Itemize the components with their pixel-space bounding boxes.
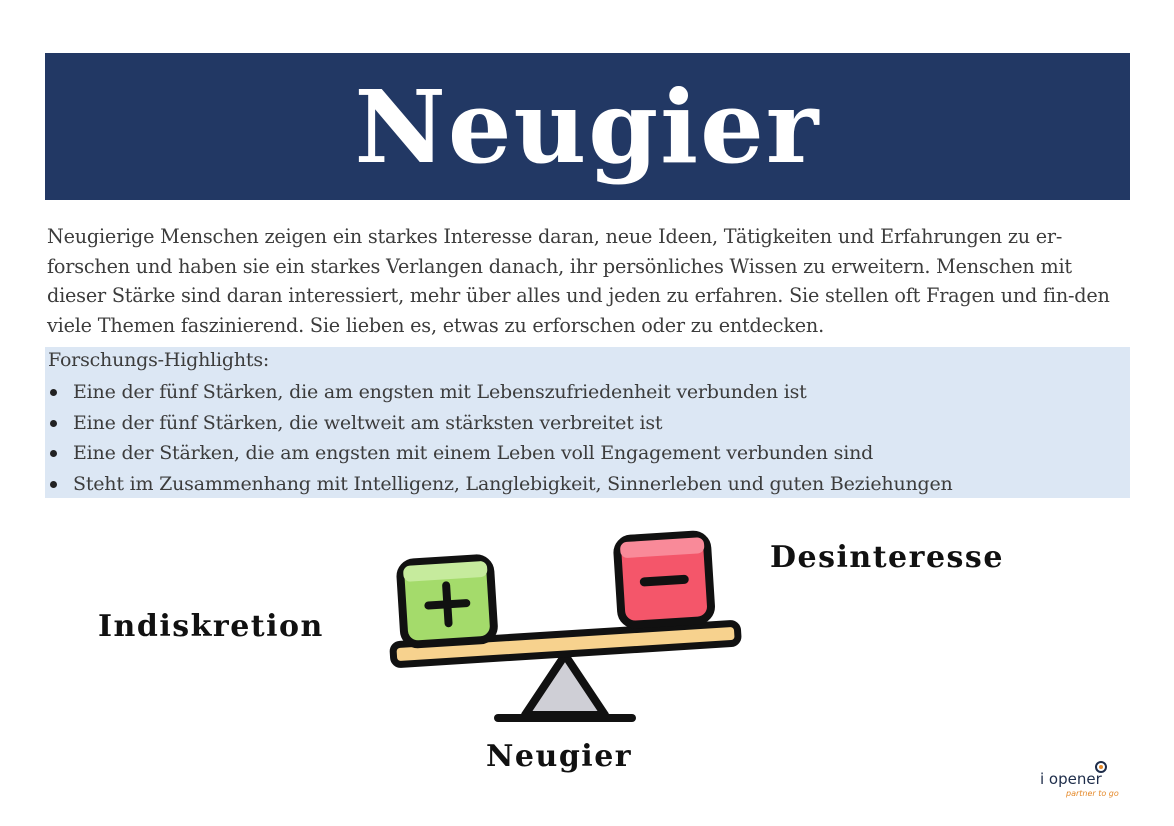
highlights-list [45, 377, 953, 499]
list-item-text: Steht im Zusammenhang mit Intelligenz, Langlebigkeit, Sinnerleben und guten Beziehungen [73, 472, 953, 495]
company-logo [1040, 758, 1125, 803]
list-item-text: Eine der fünf Stärken, die am engsten mit Lebenszufriedenheit verbunden ist [73, 381, 807, 403]
list-item-text: Eine der Stärken, die am engsten mit einem Leben voll Engagement verbunden sind [73, 442, 874, 464]
right-extreme-label: Desinteresse [770, 540, 1004, 575]
research-highlights-box [45, 347, 1130, 498]
list-item [45, 438, 953, 469]
logo-tagline: partner to go [1066, 789, 1119, 798]
intro-paragraph: Neugierige Menschen zeigen ein starkes Interesse daran, neue Ideen, Tätigkeiten und Erfahrungen zu er-forschen und haben sie ein starkes Verlangen danach, ihr persönliches Wissen zu erweitern. Menschen mit dieser Stärke sind daran interessiert, mehr über alles und jeden zu erfahren. Sie stellen oft Fragen und fin-den viele Themen faszinierend. Sie lieben es, etwas zu erforschen oder zu entdecken. [47, 225, 1110, 337]
logo-text: i opener [1040, 770, 1102, 788]
list-item [45, 469, 953, 500]
list-item-text: Eine der fünf Stärken, die weltweit am stärksten verbreitet ist [73, 411, 663, 434]
highlights-title: Forschungs-Highlights: [48, 349, 270, 371]
title-banner [45, 53, 1130, 200]
list-item [45, 377, 953, 408]
left-extreme-label: Indiskretion [98, 609, 324, 644]
plus-box-icon [400, 558, 495, 645]
bullet-icon [50, 420, 57, 427]
minus-box-icon [617, 534, 712, 625]
balance-center-label: Neugier [486, 739, 633, 774]
fulcrum-triangle [525, 655, 605, 715]
bullet-icon [50, 450, 57, 457]
balance-scale-icon [385, 525, 745, 730]
list-item [45, 408, 953, 439]
page-title: Neugier [354, 67, 821, 186]
bullet-icon [50, 481, 57, 488]
bullet-icon [50, 389, 57, 396]
